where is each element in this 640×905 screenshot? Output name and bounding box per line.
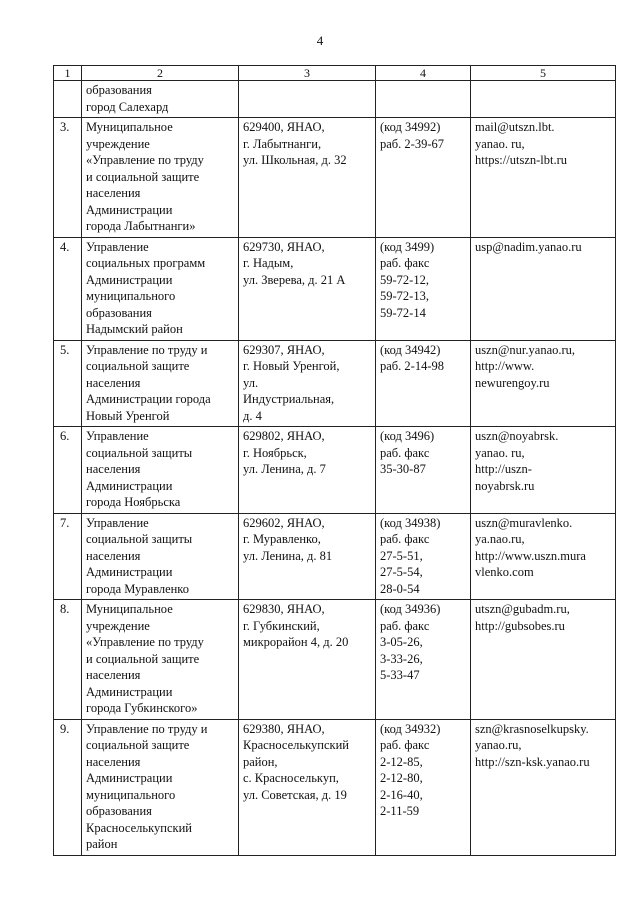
address-cell bbox=[239, 237, 376, 340]
contacts-line: newurengoy.ru bbox=[475, 375, 550, 390]
name-line: район bbox=[86, 837, 118, 851]
page-number: 4 bbox=[316, 33, 324, 48]
organizations-table bbox=[53, 65, 616, 856]
name-line: населения bbox=[86, 462, 141, 476]
address-line: г. Надым, bbox=[243, 256, 294, 270]
name-line: социальной защиты bbox=[86, 532, 193, 546]
phone-line: раб. факс bbox=[380, 738, 430, 752]
contacts-cell bbox=[471, 340, 616, 427]
phone-cell bbox=[376, 719, 471, 855]
contacts-cell bbox=[471, 237, 616, 340]
contacts-cell bbox=[471, 118, 616, 238]
column-header: 5 bbox=[471, 66, 616, 81]
address-line: ул. Зверева, д. 21 А bbox=[243, 272, 346, 287]
phone-line: 3-33-26, bbox=[380, 651, 423, 666]
phone-line: (код 3496) bbox=[380, 429, 435, 443]
name-line: «Управление по труду bbox=[86, 153, 204, 167]
phone-cell bbox=[376, 340, 471, 427]
name-line: Администрации bbox=[86, 565, 173, 579]
organization-name bbox=[82, 237, 239, 340]
table-row bbox=[54, 340, 616, 427]
phone-line: раб. факс bbox=[380, 618, 430, 633]
name-line: Красноселькупский bbox=[86, 820, 192, 835]
name-line: социальной защиты bbox=[86, 445, 193, 460]
row-number: 3. bbox=[54, 118, 82, 238]
address-line: 629380, ЯНАО, bbox=[243, 721, 325, 736]
address-line: г. Муравленко, bbox=[243, 532, 321, 546]
row-number: 4. bbox=[54, 237, 82, 340]
name-line: Новый Уренгой bbox=[86, 408, 170, 423]
address-line: 629602, ЯНАО, bbox=[243, 515, 325, 530]
name-line: город Салехард bbox=[86, 99, 169, 114]
row-number: 9. bbox=[54, 719, 82, 855]
contacts-line: http://gubsobes.ru bbox=[475, 618, 565, 633]
phone-line: 2-12-80, bbox=[380, 771, 423, 785]
contacts-line: http://uszn- bbox=[475, 462, 532, 476]
name-line: Администрации bbox=[86, 202, 173, 217]
name-line: учреждение bbox=[86, 136, 150, 151]
address-cell bbox=[239, 340, 376, 427]
organization-name bbox=[82, 81, 239, 118]
phone-line: 2-11-59 bbox=[380, 804, 420, 818]
address-line: ул. bbox=[243, 375, 259, 390]
contacts-line: yanao. ru, bbox=[475, 136, 525, 151]
phone-line: раб. факс bbox=[380, 532, 430, 546]
name-line: Администрации bbox=[86, 272, 173, 287]
phone-line: 2-12-85, bbox=[380, 754, 423, 769]
contacts-line: http://szn-ksk.yanao.ru bbox=[475, 754, 590, 769]
address-line: ул. Ленина, д. 7 bbox=[243, 462, 326, 476]
address-line: с. Красноселькуп, bbox=[243, 771, 339, 785]
address-line: микрорайон 4, д. 20 bbox=[243, 635, 349, 649]
name-line: Администрации bbox=[86, 684, 173, 699]
name-line: «Управление по труду bbox=[86, 635, 204, 649]
phone-cell bbox=[376, 237, 471, 340]
name-line: Муниципальное bbox=[86, 120, 173, 134]
name-line: города Лабытнанги» bbox=[86, 219, 196, 233]
address-line: г. Лабытнанги, bbox=[243, 136, 322, 151]
name-line: и социальной защите bbox=[86, 651, 200, 666]
name-line: населения bbox=[86, 668, 141, 682]
address-cell bbox=[239, 600, 376, 720]
contacts-line: ya.nao.ru, bbox=[475, 532, 525, 546]
table-body bbox=[54, 81, 616, 856]
contacts-cell bbox=[471, 600, 616, 720]
contacts-cell bbox=[471, 427, 616, 514]
name-line: образования bbox=[86, 305, 152, 320]
address-cell bbox=[239, 427, 376, 514]
name-line: Надымский район bbox=[86, 322, 183, 336]
contacts-cell bbox=[471, 81, 616, 118]
address-line: Красноселькупский bbox=[243, 738, 349, 752]
phone-line: 28-0-54 bbox=[380, 581, 420, 596]
contacts-line: yanao.ru, bbox=[475, 738, 522, 752]
phone-line: (код 34942) bbox=[380, 342, 441, 357]
row-number: 6. bbox=[54, 427, 82, 514]
address-line: г. Новый Уренгой, bbox=[243, 359, 340, 373]
phone-line: (код 34932) bbox=[380, 721, 441, 736]
phone-line: раб. 2-39-67 bbox=[380, 136, 444, 151]
address-line: 629307, ЯНАО, bbox=[243, 342, 325, 357]
contacts-line: http://www. bbox=[475, 359, 535, 373]
name-line: социальной защите bbox=[86, 738, 190, 752]
phone-cell bbox=[376, 118, 471, 238]
contacts-line: uszn@muravlenko. bbox=[475, 515, 573, 530]
table-row bbox=[54, 600, 616, 720]
phone-cell bbox=[376, 513, 471, 600]
contacts-line: szn@krasnoselkupsky. bbox=[475, 721, 589, 736]
address-line: ул. Советская, д. 19 bbox=[243, 787, 347, 802]
name-line: Управление bbox=[86, 239, 149, 254]
name-line: города Губкинского» bbox=[86, 701, 198, 715]
name-line: Управление по труду и bbox=[86, 342, 208, 357]
phone-line: (код 3499) bbox=[380, 239, 435, 254]
contacts-line: vlenko.com bbox=[475, 565, 534, 579]
name-line: города Ноябрьска bbox=[86, 495, 181, 509]
row-number: 8. bbox=[54, 600, 82, 720]
phone-line: 59-72-13, bbox=[380, 289, 429, 303]
phone-line: 35-30-87 bbox=[380, 462, 426, 476]
name-line: Администрации города bbox=[86, 392, 211, 406]
contacts-line: noyabrsk.ru bbox=[475, 478, 535, 493]
name-line: учреждение bbox=[86, 618, 150, 633]
address-line: г. Губкинский, bbox=[243, 618, 320, 633]
table-row bbox=[54, 81, 616, 118]
name-line: социальной защите bbox=[86, 359, 190, 373]
phone-line: 5-33-47 bbox=[380, 668, 420, 682]
address-line: г. Ноябрьск, bbox=[243, 445, 307, 460]
name-line: социальных программ bbox=[86, 256, 206, 270]
phone-cell bbox=[376, 600, 471, 720]
address-line: 629730, ЯНАО, bbox=[243, 239, 325, 254]
address-cell bbox=[239, 719, 376, 855]
contacts-cell bbox=[471, 719, 616, 855]
name-line: Управление по труду и bbox=[86, 721, 208, 736]
name-line: и социальной защите bbox=[86, 169, 200, 184]
phone-line: раб. 2-14-98 bbox=[380, 359, 444, 373]
address-line: ул. Школьная, д. 32 bbox=[243, 153, 347, 167]
address-line: район, bbox=[243, 754, 278, 769]
table-row bbox=[54, 719, 616, 855]
table-row bbox=[54, 513, 616, 600]
column-header: 1 bbox=[54, 66, 82, 81]
phone-cell bbox=[376, 427, 471, 514]
name-line: муниципального bbox=[86, 289, 176, 303]
contacts-line: yanao. ru, bbox=[475, 445, 525, 460]
phone-line: 3-05-26, bbox=[380, 635, 423, 649]
address-cell bbox=[239, 81, 376, 118]
organization-name bbox=[82, 427, 239, 514]
name-line: Администрации bbox=[86, 478, 173, 493]
name-line: населения bbox=[86, 375, 141, 390]
contacts-line: uszn@nur.yanao.ru, bbox=[475, 342, 576, 357]
table-row bbox=[54, 427, 616, 514]
phone-line: (код 34936) bbox=[380, 602, 441, 616]
name-line: Управление bbox=[86, 429, 149, 443]
contacts-line: uszn@noyabrsk. bbox=[475, 429, 559, 443]
table-header-row bbox=[54, 66, 616, 81]
name-line: населения bbox=[86, 754, 141, 769]
phone-cell bbox=[376, 81, 471, 118]
address-line: Индустриальная, bbox=[243, 392, 335, 406]
organization-name bbox=[82, 340, 239, 427]
address-cell bbox=[239, 118, 376, 238]
name-line: Управление bbox=[86, 515, 149, 530]
address-cell bbox=[239, 513, 376, 600]
name-line: образования bbox=[86, 804, 152, 818]
contacts-line: usp@nadim.yanao.ru bbox=[475, 239, 582, 254]
phone-line: 27-5-54, bbox=[380, 565, 423, 579]
name-line: муниципального bbox=[86, 787, 176, 802]
contacts-cell bbox=[471, 513, 616, 600]
column-header: 2 bbox=[82, 66, 239, 81]
phone-line: 2-16-40, bbox=[380, 787, 423, 802]
name-line: населения bbox=[86, 186, 141, 200]
address-line: 629400, ЯНАО, bbox=[243, 120, 325, 134]
name-line: города Муравленко bbox=[86, 581, 189, 596]
column-header: 4 bbox=[376, 66, 471, 81]
phone-line: (код 34992) bbox=[380, 120, 441, 134]
name-line: Муниципальное bbox=[86, 602, 173, 616]
row-number bbox=[54, 81, 82, 118]
name-line: образования bbox=[86, 83, 152, 97]
phone-line: 27-5-51, bbox=[380, 548, 423, 563]
phone-line: раб. факс bbox=[380, 256, 430, 270]
phone-line: 59-72-12, bbox=[380, 272, 429, 287]
address-line: д. 4 bbox=[243, 408, 262, 423]
table-row bbox=[54, 118, 616, 238]
table-row bbox=[54, 237, 616, 340]
organization-name bbox=[82, 513, 239, 600]
address-line: ул. Ленина, д. 81 bbox=[243, 548, 333, 563]
contacts-line: mail@utszn.lbt. bbox=[475, 120, 555, 134]
organization-name bbox=[82, 719, 239, 855]
phone-line: (код 34938) bbox=[380, 515, 441, 530]
row-number: 7. bbox=[54, 513, 82, 600]
contacts-line: https://utszn-lbt.ru bbox=[475, 153, 568, 167]
name-line: населения bbox=[86, 548, 141, 563]
row-number: 5. bbox=[54, 340, 82, 427]
contacts-line: utszn@gubadm.ru, bbox=[475, 602, 570, 616]
address-line: 629802, ЯНАО, bbox=[243, 429, 325, 443]
contacts-line: http://www.uszn.mura bbox=[475, 548, 586, 563]
name-line: Администрации bbox=[86, 771, 173, 785]
column-header: 3 bbox=[239, 66, 376, 81]
organization-name bbox=[82, 118, 239, 238]
phone-line: раб. факс bbox=[380, 445, 430, 460]
phone-line: 59-72-14 bbox=[380, 305, 426, 320]
organization-name bbox=[82, 600, 239, 720]
address-line: 629830, ЯНАО, bbox=[243, 602, 325, 616]
